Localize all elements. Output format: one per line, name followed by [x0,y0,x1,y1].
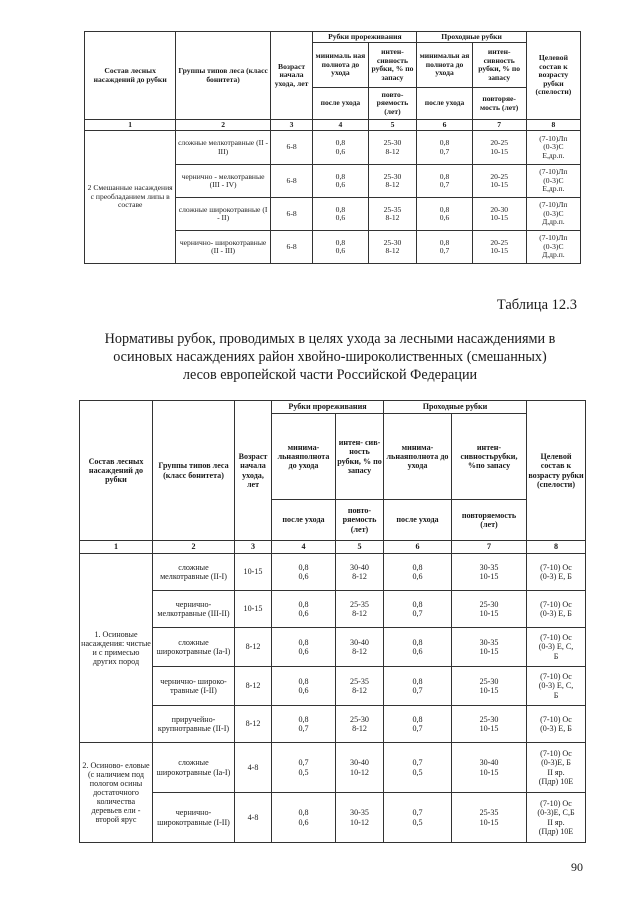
column-number: 6 [417,120,472,131]
data-cell: 30-40 8-12 [336,554,384,591]
data-cell: 25-35 8-12 [336,667,384,706]
header-repeat: повторяе- мость (лет) [472,88,526,120]
data-cell: 0,8 0,7 [417,165,472,198]
forest-type-cell: чернично - мелкотравные (III - IV) [176,165,271,198]
table-row [80,793,586,843]
header-after: после ухода [417,88,472,120]
data-cell: 25-35 10-15 [452,793,527,843]
header-composition: Состав лесных насаждений до рубки [85,32,176,120]
data-cell: 0,8 0,6 [417,198,472,231]
header-composition: Состав лесных насаждений до рубки [80,401,153,541]
header-passing: Проходные рубки [417,32,526,43]
header-age: Возраст начала ухода, лет [270,32,312,120]
data-cell: 0,8 0,6 [313,231,368,264]
column-number: 7 [472,120,526,131]
age-cell: 8-12 [235,706,272,743]
data-cell: 0,8 0,6 [313,198,368,231]
group-label: 2. Осиново- еловые (с наличием под пологом осины достаточного количества деревьев ели - второй ярус [80,743,153,843]
header-after: после ухода [272,500,336,541]
target-cell: (7-10) Ос (0-3) Е, С, Б [527,628,586,667]
column-number: 3 [235,541,272,554]
header-passing: Проходные рубки [384,401,527,414]
data-cell: 25-30 8-12 [368,231,417,264]
table-row [80,667,586,706]
forest-type-cell: чернично- широко-травные (I-II) [153,667,235,706]
data-cell: 25-30 8-12 [368,131,417,165]
data-cell: 30-35 10-15 [452,628,527,667]
table-continuation [84,31,581,264]
column-number: 7 [452,541,527,554]
header-repeat: повто- ряемость (лет) [336,500,384,541]
data-cell: 0,8 0,6 [272,667,336,706]
table-row [80,628,586,667]
target-cell: (7-10)Лп (0-3)С Е,др.п. [526,131,580,165]
data-cell: 0,8 0,7 [384,667,452,706]
table-row [80,554,586,591]
header-after: после ухода [384,500,452,541]
data-cell: 30-40 10-12 [336,743,384,793]
table-row [85,131,581,165]
header-min-density: минимальн ая полнота до ухода [417,43,472,88]
group-label: 2 Смешанные насаждения с преобладанием липы в составе [85,131,176,264]
column-number: 5 [368,120,417,131]
data-cell: 0,7 0,5 [272,743,336,793]
column-number: 6 [384,541,452,554]
data-cell: 0,8 0,6 [313,131,368,165]
target-cell: (7-10)Лп (0-3)С Е,др.п. [526,165,580,198]
target-cell: (7-10) Ос (0-3) Е, С, Б [527,667,586,706]
data-cell: 25-35 8-12 [368,198,417,231]
header-target: Целевой состав к возрасту рубки (спелости) [526,32,580,120]
data-cell: 30-35 10-12 [336,793,384,843]
column-number: 2 [176,120,271,131]
data-cell: 0,8 0,6 [384,628,452,667]
header-intensity: интен- сив- ность рубки, % по запасу [336,414,384,500]
target-cell: (7-10) Ос (0-3) Е, Б [527,706,586,743]
header-forest-types: Группы типов леса (класс бонитета) [176,32,271,120]
age-cell: 10-15 [235,554,272,591]
age-cell: 4-8 [235,743,272,793]
table-aspen-norms [79,400,586,843]
data-cell: 0,7 0,5 [384,743,452,793]
forest-type-cell: чернично- мелкотравные (III-II) [153,591,235,628]
data-cell: 0,8 0,7 [384,706,452,743]
header-repeat: повторяемость (лет) [452,500,527,541]
table-title: Нормативы рубок, проводимых в целях ухода за лесными насаждениями в осиновых насаждениях район хвойно-широколиственных (смешанных) лесов европейской части Российской Федерации [104,331,556,384]
forest-type-cell: сложные мелкотравные (II - III) [176,131,271,165]
header-min-density: минималь ная полнота до ухода [313,43,368,88]
data-cell: 25-35 8-12 [336,591,384,628]
header-forest-types: Группы типов леса (класс бонитета) [153,401,235,541]
data-cell: 20-25 10-15 [472,231,526,264]
forest-type-cell: сложные широкотравные (I - II) [176,198,271,231]
table-number: Таблица 12.3 [496,297,577,313]
data-cell: 0,8 0,7 [417,231,472,264]
header-intensity: интен- сивность рубки, % по запасу [472,43,526,88]
forest-type-cell: приручейно- крупнотравные (II-I) [153,706,235,743]
data-cell: 0,8 0,6 [313,165,368,198]
target-cell: (7-10)Лп (0-3)С Д,др.п. [526,198,580,231]
header-min-density: минима- льнаяполнота до ухода [384,414,452,500]
column-number: 3 [270,120,312,131]
column-number: 5 [336,541,384,554]
header-repeat: повто- ряемость (лет) [368,88,417,120]
column-number: 4 [272,541,336,554]
group-label: 1. Осиновые насаждения: чистые и с примесью других пород [80,554,153,743]
data-cell: 0,8 0,6 [384,554,452,591]
data-cell: 25-30 10-15 [452,706,527,743]
column-number: 4 [313,120,368,131]
data-cell: 30-40 8-12 [336,628,384,667]
data-cell: 30-35 10-15 [452,554,527,591]
data-cell: 25-30 8-12 [336,706,384,743]
forest-type-cell: чернично- широкотравные (I-II) [153,793,235,843]
data-cell: 0,8 0,6 [272,554,336,591]
target-cell: (7-10)Лп (0-3)С Д,др.п. [526,231,580,264]
age-cell: 6-8 [270,131,312,165]
forest-type-cell: сложные широкотравные (Ia-I) [153,743,235,793]
forest-type-cell: сложные широкотравные (Ia-I) [153,628,235,667]
target-cell: (7-10) Ос (0-3) Е, Б [527,554,586,591]
data-cell: 20-25 10-15 [472,131,526,165]
age-cell: 6-8 [270,165,312,198]
age-cell: 6-8 [270,231,312,264]
age-cell: 6-8 [270,198,312,231]
data-cell: 0,8 0,6 [272,628,336,667]
data-cell: 20-25 10-15 [472,165,526,198]
data-cell: 20-30 10-15 [472,198,526,231]
target-cell: (7-10) Ос (0-3) Е, Б [527,591,586,628]
table-row [80,591,586,628]
header-after: после ухода [313,88,368,120]
header-target: Целевой состав к возрасту рубки (спелости) [527,401,586,541]
header-age: Возраст начала ухода, лет [235,401,272,541]
age-cell: 8-12 [235,628,272,667]
data-cell: 25-30 8-12 [368,165,417,198]
data-cell: 25-30 10-15 [452,591,527,628]
header-intensity: интен- сивностьрубки, %по запасу [452,414,527,500]
page-number: 90 [571,860,583,874]
age-cell: 4-8 [235,793,272,843]
forest-type-cell: сложные мелкотравные (II-I) [153,554,235,591]
column-number: 8 [527,541,586,554]
header-min-density: минима- льнаяполнота до ухода [272,414,336,500]
header-thinning: Рубки прореживания [272,401,384,414]
data-cell: 0,8 0,7 [417,131,472,165]
data-cell: 0,8 0,7 [272,706,336,743]
data-cell: 0,7 0,5 [384,793,452,843]
age-cell: 8-12 [235,667,272,706]
column-number: 1 [85,120,176,131]
column-number: 1 [80,541,153,554]
forest-type-cell: чернично- широкотравные (II - III) [176,231,271,264]
target-cell: (7-10) Ос (0-3)Е, Б II яр. (Пдр) 10Е [527,743,586,793]
target-cell: (7-10) Ос (0-3)Е, С,Б II яр. (Пдр) 10Е [527,793,586,843]
data-cell: 25-30 10-15 [452,667,527,706]
column-number: 8 [526,120,580,131]
table-row [80,706,586,743]
header-intensity: интен- сивность рубки, % по запасу [368,43,417,88]
table-row [80,743,586,793]
data-cell: 0,8 0,6 [272,591,336,628]
header-thinning: Рубки прореживания [313,32,417,43]
age-cell: 10-15 [235,591,272,628]
column-number: 2 [153,541,235,554]
data-cell: 30-40 10-15 [452,743,527,793]
data-cell: 0,8 0,7 [384,591,452,628]
data-cell: 0,8 0,6 [272,793,336,843]
